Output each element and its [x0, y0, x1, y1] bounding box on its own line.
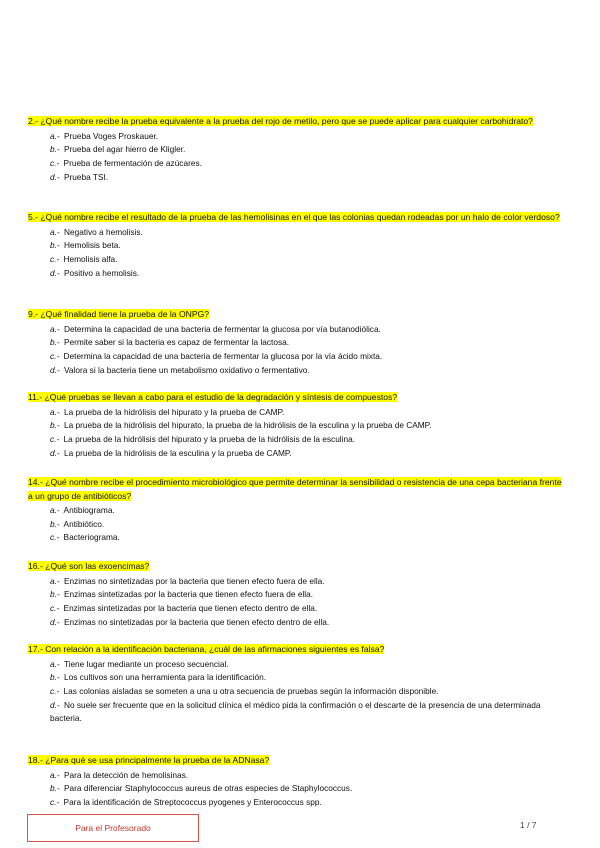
- option: c.- Enzimas sintetizadas por la bacteria que tienen efecto dentro de ella.: [50, 602, 318, 613]
- option: a.- La prueba de la hidrólisis del hipurato y la prueba de CAMP.: [50, 406, 285, 417]
- option: c.- Hemolisis alfa.: [50, 253, 118, 264]
- option: d.- Prueba TSI.: [50, 171, 109, 182]
- question-text: 14.- ¿Qué nombre recibe el procedimiento microbiológico que permite determinar la sensibilidad o resistencia de una cepa bacteriana frente a un grupo de antibióticos?: [28, 477, 562, 501]
- question-text: 9.- ¿Qué finalidad tiene la prueba de la ONPG?: [28, 309, 210, 319]
- question-block: [28, 115, 568, 184]
- question-block: [28, 211, 568, 280]
- question-text: 16.- ¿Qué son las exoencimas?: [28, 561, 150, 571]
- footer-teacher-box: [27, 814, 199, 842]
- option: b.- Para diferenciar Staphylococcus aureus de otras especies de Staphylococcus.: [50, 783, 353, 794]
- option: b.- Los cultivos son una herramienta para la identificación.: [50, 672, 267, 683]
- option: d.- La prueba de la hidrólisis de la esculina y la prueba de CAMP.: [50, 447, 292, 458]
- option: a.- Negativo a hemolisis.: [50, 226, 143, 237]
- option: c.- La prueba de la hidrólisis del hipurato y la prueba de la hidrólisis de la esculina.: [50, 433, 356, 444]
- footer-label: Para el Profesorado: [75, 823, 151, 833]
- page-number: 1 / 7: [520, 820, 537, 830]
- question-block: [28, 754, 568, 810]
- question-text: 18.- ¿Para qué se usa principalmente la prueba de la ADNasa?: [28, 755, 270, 765]
- option: b.- Hemolisis beta.: [50, 240, 121, 251]
- option-list: [28, 575, 568, 630]
- option: d.- No suele ser frecuente que en la solicitud clínica el médico pida la confirmación o el descarte de la presencia de una determinada bacteria.: [50, 699, 541, 724]
- question-block: [28, 560, 568, 629]
- question-block: [28, 643, 568, 726]
- question-text: 11.- ¿Qué pruebas se llevan a cabo para el estudio de la degradación y síntesis de compuestos?: [28, 392, 398, 402]
- option: b.- La prueba de la hidrólisis del hipurato, la prueba de la hidrólisis de la esculina y la prueba de CAMP.: [50, 420, 432, 431]
- option: b.- Permite saber si la bacteria es capaz de fermentar la lactosa.: [50, 337, 290, 348]
- option: b.- Antibiótico.: [50, 518, 105, 529]
- option-list: [28, 769, 568, 810]
- option: a.- Antibiograma.: [50, 505, 115, 515]
- option-list: [28, 130, 568, 185]
- option: c.- Determina la capacidad de una bacteria de fermentar la glucosa por la vía ácido mixta.: [50, 350, 383, 361]
- option: a.- Enzimas no sintetizadas por la bacteria que tienen efecto fuera de ella.: [50, 575, 325, 586]
- question-text: 5.- ¿Qué nombre recibe el resultado de la prueba de las hemolisinas en el que las colonias quedan rodeadas por un halo de color verdoso?: [28, 212, 560, 222]
- question-block: [28, 308, 568, 377]
- option: c.- Bacteriograma.: [50, 532, 120, 543]
- option: d.- Valora si la bacteria tiene un metabolismo oxidativo o fermentativo.: [50, 364, 310, 375]
- option-list: [28, 226, 568, 281]
- option: a.- Prueba Voges Proskauer.: [50, 130, 159, 141]
- option-list: [28, 504, 568, 545]
- question-text: 2.- ¿Qué nombre recibe la prueba equivalente a la prueba del rojo de metilo, pero que se puede aplicar para cualquier carbohidrato?: [28, 116, 533, 126]
- option: c.- Las colonias aisladas se someten a una u otra secuencia de pruebas según la información disponible.: [50, 685, 439, 696]
- option: a.- Determina la capacidad de una bacteria de fermentar la glucosa por vía butanodiólica.: [50, 323, 381, 334]
- option-list: [28, 323, 568, 378]
- question-text: 17.- Con relación a la identificación bacteriana, ¿cuál de las afirmaciones siguientes es falsa?: [28, 644, 385, 654]
- question-block: [28, 391, 568, 460]
- option: c.- Prueba de fermentación de azúcares.: [50, 157, 202, 168]
- option: a.- Tiene lugar mediante un proceso secuencial.: [50, 658, 229, 669]
- option: b.- Enzimas sintetizadas por la bacteria que tienen efecto fuera de ella.: [50, 589, 314, 600]
- option: b.- Prueba del agar hierro de Kligler.: [50, 144, 186, 155]
- option-list: [28, 406, 568, 461]
- option: a.- Para la detección de hemolisinas.: [50, 769, 189, 780]
- option: d.- Positivo a hemolisis.: [50, 267, 140, 278]
- option: c.- Para la identificación de Streptococcus pyogenes y Enterococcus spp.: [50, 796, 322, 807]
- option-list: [28, 658, 568, 727]
- question-block: [28, 476, 568, 545]
- option: d.- Enzimas no sintetizadas por la bacteria que tienen efecto dentro de ella.: [50, 616, 330, 627]
